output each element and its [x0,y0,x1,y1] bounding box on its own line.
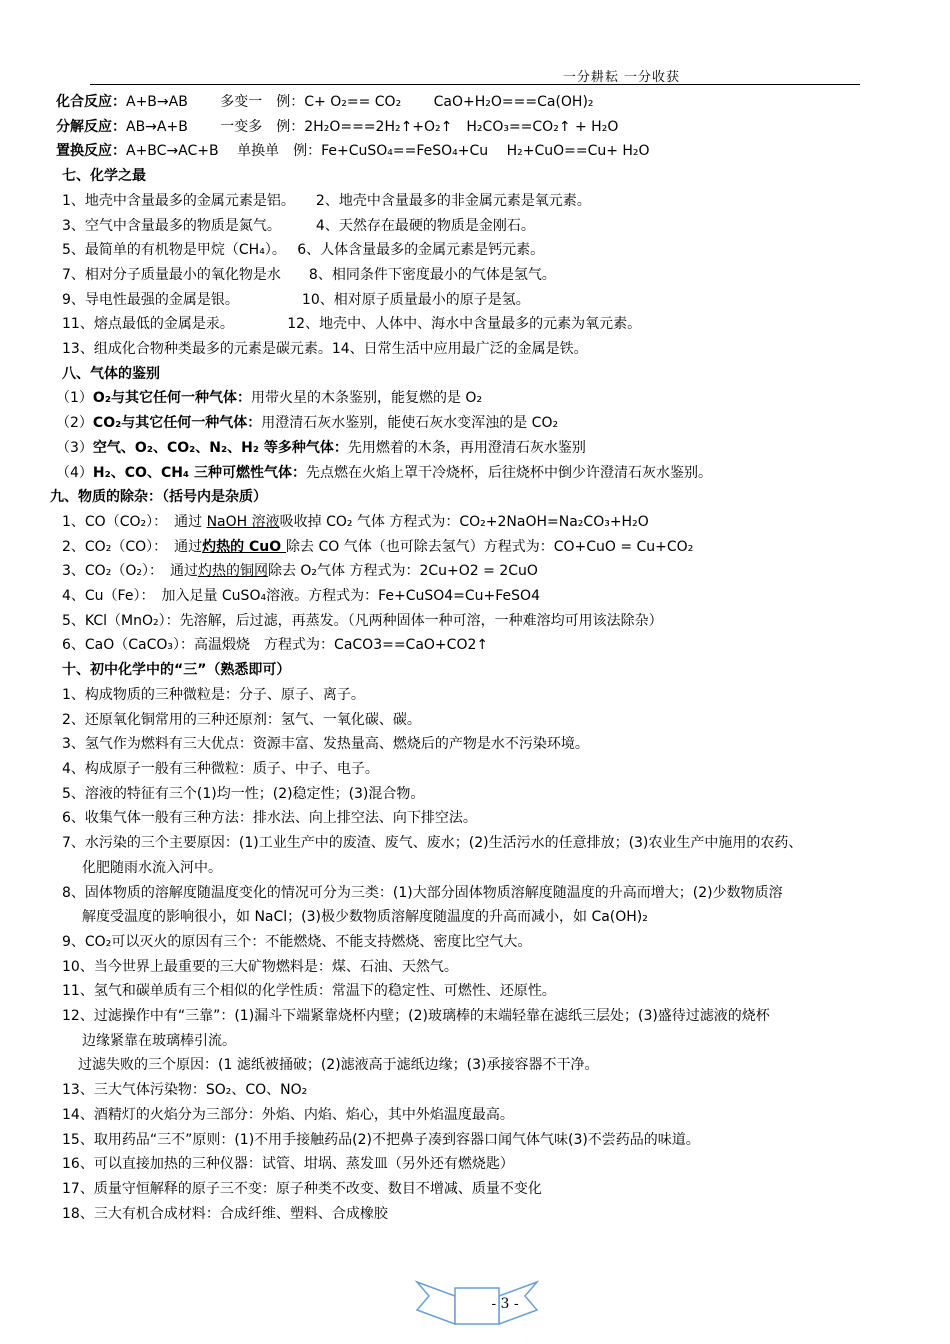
item-text: 2、CO₂（CO）： 通过 [62,538,203,555]
item-text: 先点燃在火焰上罩干冷烧杯，后往烧杯中倒少许澄清石灰水鉴别。 [305,464,712,481]
list-item [56,461,916,486]
item-text: 用带火星的木条鉴别，能复燃的是 O₂ [250,390,483,407]
list-item: 6、CaO（CaCO₃）：高温煅烧 方程式为：CaCO3==CaO+CO2↑ [62,637,489,654]
item-text: 除去 CO 气体（也可除去氢气）方程式为：CO+CuO = Cu+CO₂ [286,538,694,555]
list-item [56,510,916,535]
list-item-continuation: 解度受温度的影响很小，如 NaCl；(3)极少数物质溶解度随温度的升高而减小，如 Ca(OH)₂ [82,909,648,926]
reaction-label: 分解反应： [56,118,126,135]
item-text: 吸收掉 CO₂ 气体 方程式为：CO₂+2NaOH=Na₂CO₃+H₂O [279,513,649,530]
list-item: 9、CO₂可以灭火的原因有三个：不能燃烧、不能支持燃烧、密度比空气大。 [62,933,532,950]
list-item: 3、空气中含量最多的物质是氮气。 4、天然存在最硬的物质是金刚石。 [62,217,535,234]
list-item: 3、氢气作为燃料有三大优点：资源丰富、发热量高、燃烧后的产物是水不污染环境。 [62,736,589,753]
list-item: 17、质量守恒解释的原子三不变：原子种类不改变、数目不增减、质量不变化 [62,1180,542,1197]
list-item: 2、还原氧化铜常用的三种还原剂：氢气、一氧化碳、碳。 [62,711,421,728]
reaction-decomposition [56,115,916,140]
list-item-continuation: 边缘紧靠在玻璃棒引流。 [82,1032,236,1049]
item-number: （4） [56,464,93,481]
item-heading: CO₂与其它任何一种气体： [92,415,262,432]
page-header [90,66,860,85]
item-text: 用澄清石灰水鉴别，能使石灰水变浑浊的是 CO₂ [261,415,559,432]
list-item: 1、地壳中含量最多的金属元素是铝。 2、地壳中含量最多的非金属元素是氧元素。 [62,192,591,209]
list-item [56,559,916,584]
section-10-title: 十、初中化学中的“三”（熟悉即可） [62,662,291,679]
list-item: 6、收集气体一般有三种方法：排水法、向上排空法、向下排空法。 [62,810,477,827]
reaction-displacement [56,139,916,164]
item-underlined: 灼热的 CuO [202,538,286,555]
list-item: 18、三大有机合成材料：合成纤维、塑料、合成橡胶 [62,1205,388,1222]
reaction-text: AB→A+B 一变多 例：2H₂O===2H₂↑+O₂↑ H₂CO₃==CO₂↑ + H₂O [126,118,619,135]
item-text: 3、CO₂（O₂）： 通过 [62,563,198,580]
item-heading: 空气、O₂、CO₂、N₂、H₂ 等多种气体： [92,439,348,456]
item-underlined: 灼热的铜网 [197,563,268,580]
list-item: 5、溶液的特征有三个(1)均一性；(2)稳定性；(3)混合物。 [62,785,425,802]
item-text: 1、CO（CO₂）： 通过 [62,513,207,530]
page-number: - 3 - [491,1296,519,1312]
list-item [56,535,916,560]
header-motto: 一分耕耘 一分收获 [562,70,680,85]
reaction-label: 置换反应： [56,143,126,160]
list-item [56,436,916,461]
document-body [50,90,916,1226]
list-item: 4、Cu（Fe）： 加入足量 CuSO₄溶液。方程式为：Fe+CuSO4=Cu+FeSO4 [62,588,540,605]
list-item [56,386,916,411]
item-heading: H₂、CO、CH₄ 三种可燃性气体： [92,464,306,481]
item-underlined: NaOH 溶液 [206,513,280,530]
item-text: 先用燃着的木条，再用澄清石灰水鉴别 [347,439,586,456]
list-item: 13、三大气体污染物：SO₂、CO、NO₂ [62,1082,308,1099]
list-item-continuation: 化肥随雨水流入河中。 [82,859,222,876]
list-item: 10、当今世界上最重要的三大矿物燃料是：煤、石油、天然气。 [62,958,458,975]
item-number: （3） [56,439,93,456]
item-text: 除去 O₂气体 方程式为：2Cu+O2 = 2CuO [267,563,538,580]
list-item: 16、可以直接加热的三种仪器：试管、坩埚、蒸发皿（另外还有燃烧匙） [62,1156,514,1173]
list-item: 1、构成物质的三种微粒是：分子、原子、离子。 [62,686,365,703]
list-item: 14、酒精灯的火焰分为三部分：外焰、内焰、焰心，其中外焰温度最高。 [62,1106,514,1123]
reaction-label: 化合反应： [56,94,126,110]
list-item: 5、最简单的有机物是甲烷（CH₄）。 6、人体含量最多的金属元素是钙元素。 [62,242,545,259]
list-item: 15、取用药品“三不”原则：(1)不用手接触药品(2)不把鼻子凑到容器口闻气体气味(3)不尝药品的味道。 [62,1131,700,1148]
list-item: 12、过滤操作中有“三靠”：(1)漏斗下端紧靠烧杯内壁；(2)玻璃棒的末端轻靠在滤纸三层处；(3)盛待过滤液的烧杯 [62,1008,770,1025]
item-number: （1） [56,390,93,407]
list-item: 9、导电性最强的金属是银。 10、相对原子质量最小的原子是氢。 [62,291,530,308]
list-item: 13、组成化合物种类最多的元素是碳元素。14、日常生活中应用最广泛的金属是铁。 [62,341,588,358]
list-item: 8、固体物质的溶解度随温度变化的情况可分为三类：(1)大部分固体物质溶解度随温度的升高而增大；(2)少数物质溶 [62,884,783,901]
item-number: （2） [56,415,93,432]
reaction-combination [56,90,916,115]
section-9-title: 九、物质的除杂：（括号内是杂质） [50,489,267,506]
list-item: 11、熔点最低的金属是汞。 12、地壳中、人体中、海水中含量最多的元素为氧元素。 [62,316,642,333]
item-heading: O₂与其它任何一种气体： [92,390,251,407]
list-item: 5、KCl（MnO₂）：先溶解，后过滤，再蒸发。（凡两种固体一种可溶，一种难溶均可用该法除杂） [62,612,663,629]
list-item: 7、水污染的三个主要原因：(1)工业生产中的废渣、废气、废水；(2)生活污水的任意排放；(3)农业生产中施用的农药、 [62,835,803,852]
list-item [56,411,916,436]
list-item: 过滤失败的三个原因：(1 滤纸被捅破；(2)滤液高于滤纸边缘；(3)承接容器不干净。 [78,1057,599,1074]
reaction-text: A+BC→AC+B 单换单 例：Fe+CuSO₄==FeSO₄+Cu H₂+CuO==Cu+ H₂O [126,143,650,160]
list-item: 7、相对分子质量最小的氧化物是水 8、相同条件下密度最小的气体是氢气。 [62,266,556,283]
section-7-title: 七、化学之最 [62,168,146,185]
list-item: 11、氢气和碳单质有三个相似的化学性质：常温下的稳定性、可燃性、还原性。 [62,983,556,1000]
list-item: 4、构成原子一般有三种微粒：质子、中子、电子。 [62,760,379,777]
section-8-title: 八、气体的鉴别 [62,365,160,382]
reaction-text: A+B→AB 多变一 例：C+ O₂== CO₂ CaO+H₂O===Ca(OH)₂ [126,94,594,110]
